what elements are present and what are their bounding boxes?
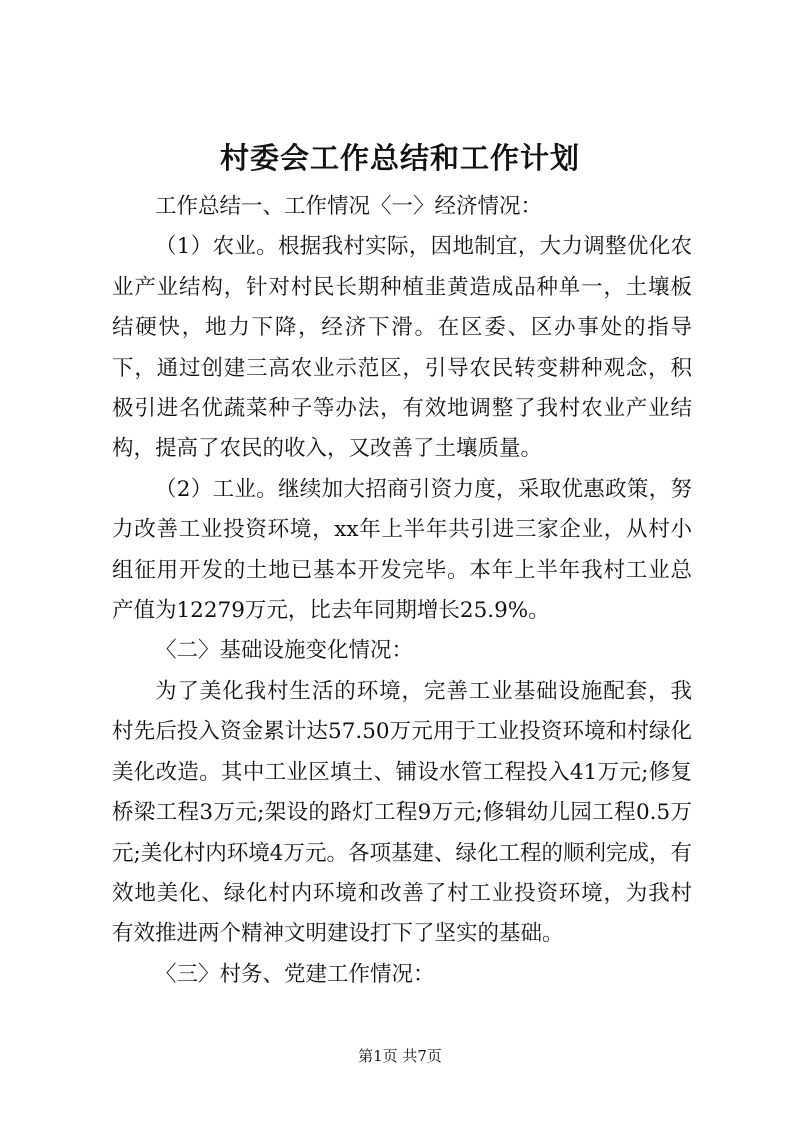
paragraph-infrastructure: 为了美化我村生活的环境，完善工业基础设施配套，我村先后投入资金累计达57.50万元用于工业投资环境和村绿化美化改造。其中工业区填土、铺设水管工程投入41万元;修复桥梁工程3万元;架设的路灯工程9万元;修辑幼儿园工程0.5万元;美化村内环境4万元。各项基建、绿化工程的顺利完成，有效地美化、绿化村内环境和改善了村工业投资环境，为我村有效推进两个精神文明建设打下了坚实的基础。 (112, 678, 692, 947)
paragraph-industry: （2）工业。继续加大招商引资力度，采取优惠政策，努力改善工业投资环境，xx年上半年共引进三家企业，从村小组征用开发的土地已基本开发完毕。本年上半年我村工业总产值为12279万元，比去年同期增长25.9%。 (112, 476, 692, 624)
document-body (112, 187, 692, 995)
page-footer: 第1页 共7页 (358, 1047, 442, 1065)
paragraph-village-affairs-heading: 〈三〉村务、党建工作情况： (155, 961, 435, 987)
document-title: 村委会工作总结和工作计划 (219, 141, 580, 175)
paragraph-agriculture: （1）农业。根据我村实际，因地制宜，大力调整优化农业产业结构，针对村民长期种植韭黄造成品种单一，土壤板结硬快，地力下降，经济下滑。在区委、区办事处的指导下，通过创建三高农业示范区，引导农民转变耕种观念，积极引进名优蔬菜种子等办法，有效地调整了我村农业产业结构，提高了农民的收入，又改善了土壤质量。 (112, 234, 692, 462)
paragraph-infrastructure-heading: 〈二〉基础设施变化情况： (155, 638, 414, 664)
paragraph-section-heading: 工作总结一、工作情况〈一〉经济情况： (155, 194, 543, 219)
